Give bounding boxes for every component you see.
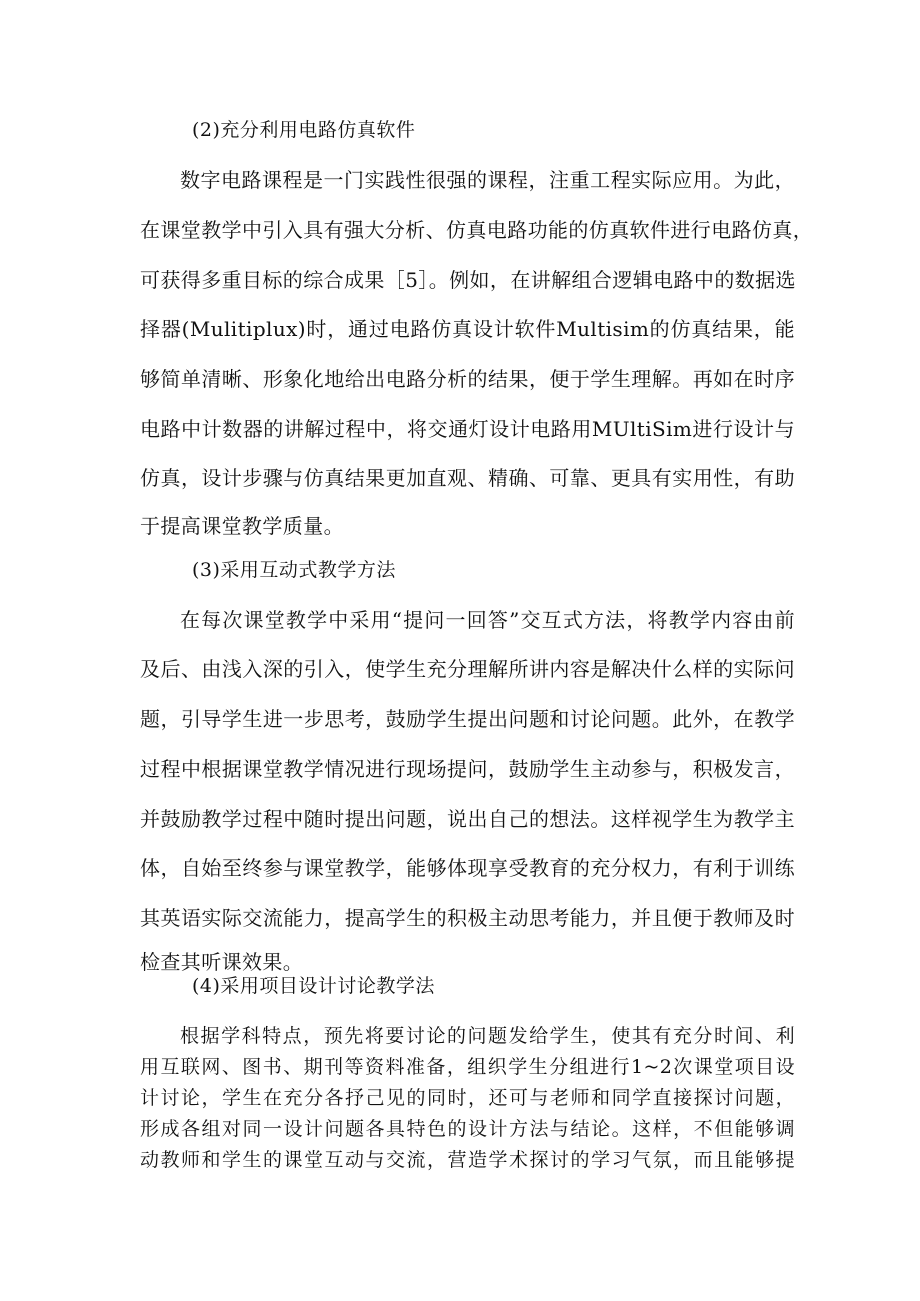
- paragraph-line: 动教师和学生的课堂互动与交流，营造学术探讨的学习气氛，而且能够提: [140, 1149, 795, 1171]
- paragraph-line: 数字电路课程是一门实践性很强的课程，注重工程实际应用。为此，: [180, 168, 795, 192]
- paragraph-line: 其英语实际交流能力，提高学生的积极主动思考能力，并且便于教师及时: [140, 906, 795, 930]
- paragraph-line: 择器(Mulitiplux)时，通过电路仿真设计软件Multisim的仿真结果，能: [140, 317, 795, 341]
- paragraph-line: 体，自始至终参与课堂教学，能够体现享受教育的充分权力，有利于训练: [140, 856, 795, 880]
- paragraph-line: 题，引导学生进一步思考，鼓励学生提出问题和讨论问题。此外，在教学: [140, 707, 795, 731]
- paragraph-line: 于提高课堂教学质量。: [140, 514, 344, 538]
- paragraph-line: 可获得多重目标的综合成果［5］。例如，在讲解组合逻辑电路中的数据选: [140, 268, 796, 292]
- paragraph-line: 计讨论，学生在充分各抒己见的同时，还可与老师和同学直接探讨问题，: [140, 1087, 795, 1109]
- paragraph-line: 检查其听课效果。: [140, 950, 304, 974]
- section-heading-2: (2)充分利用电路仿真软件: [192, 119, 416, 141]
- paragraph-line: 在课堂教学中引入具有强大分析、仿真电路功能的仿真软件进行电路仿真，: [140, 218, 814, 242]
- paragraph-line: 形成各组对同一设计问题各具特色的设计方法与结论。这样，不但能够调: [140, 1118, 795, 1140]
- paragraph-line: 在每次课堂教学中采用“提问一回答”交互式方法，将教学内容由前: [180, 608, 795, 632]
- paragraph-line: 用互联网、图书、期刊等资料准备，组织学生分组进行1~2次课堂项目设: [140, 1056, 795, 1078]
- section-heading-3: (3)采用互动式教学方法: [192, 559, 396, 581]
- paragraph-line: 够简单清晰、形象化地给出电路分析的结果，便于学生理解。再如在时序: [140, 367, 795, 391]
- paragraph-line: 仿真，设计步骤与仿真结果更加直观、精确、可靠、更具有实用性，有助: [140, 466, 795, 490]
- paragraph-line: 根据学科特点，预先将要讨论的问题发给学生，使其有充分时间、利: [180, 1025, 795, 1047]
- paragraph-line: 及后、由浅入深的引入，使学生充分理解所讲内容是解决什么样的实际问: [140, 657, 795, 681]
- paragraph-line: 电路中计数器的讲解过程中，将交通灯设计电路用MUltiSim进行设计与: [140, 417, 795, 441]
- section-heading-4: (4)采用项目设计讨论教学法: [192, 975, 435, 997]
- paragraph-line: 过程中根据课堂教学情况进行现场提问，鼓励学生主动参与，积极发言，: [140, 757, 795, 781]
- paragraph-line: 并鼓励教学过程中随时提出问题，说出自己的想法。这样视学生为教学主: [140, 807, 795, 831]
